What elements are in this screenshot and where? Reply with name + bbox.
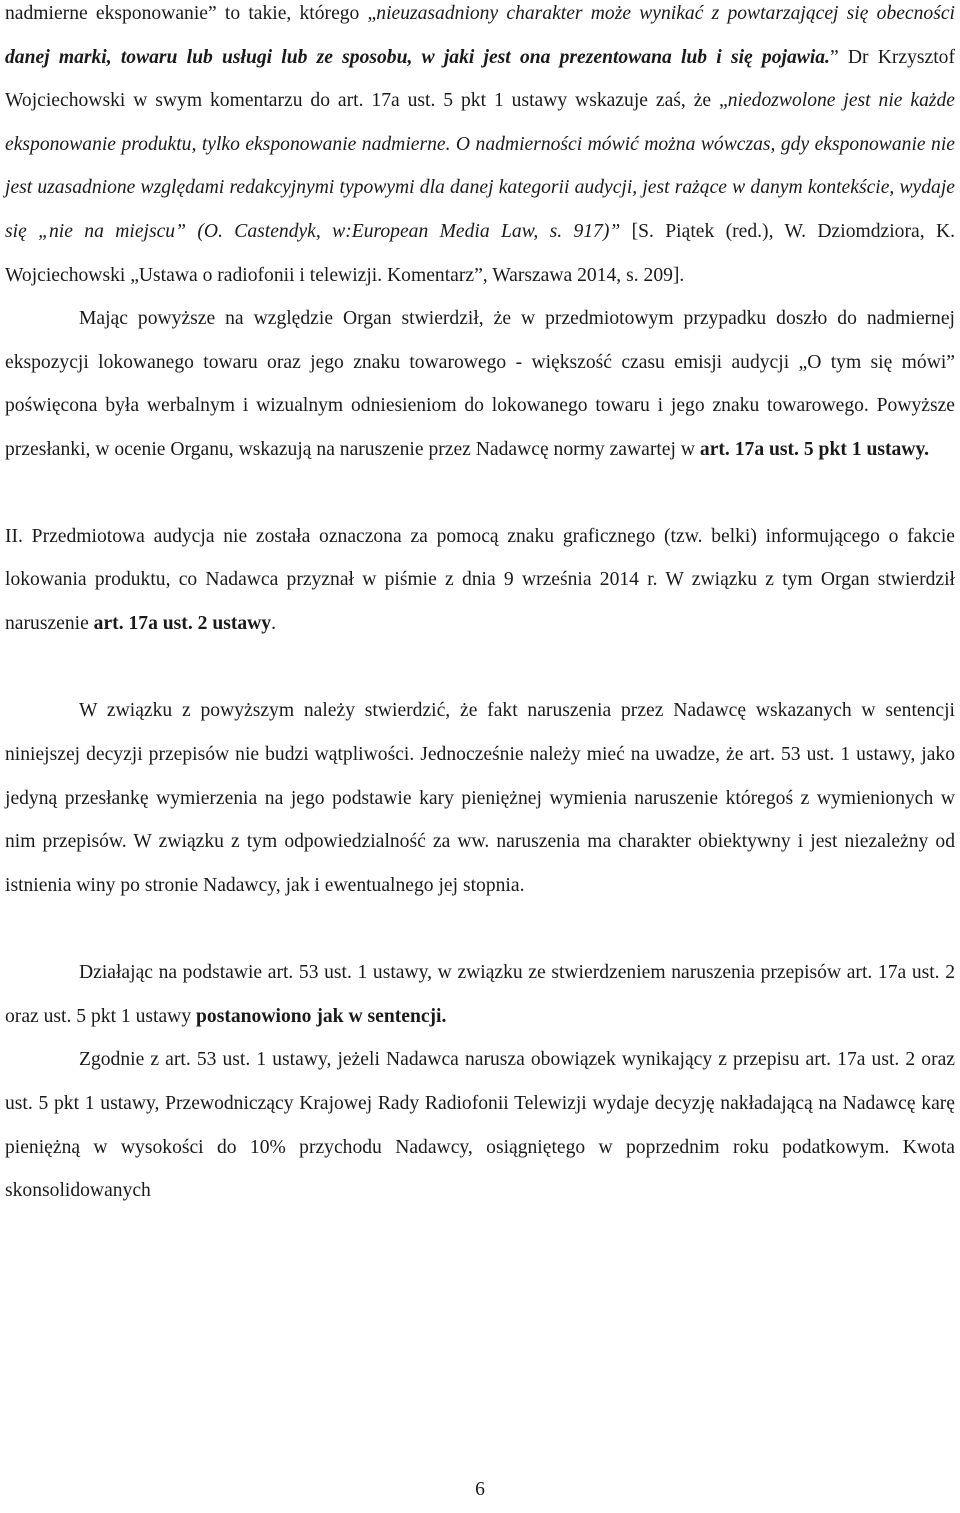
paragraph-section-ii <box>5 515 955 646</box>
text-run: Mając powyższe na względzie Organ stwierdził, że w przedmiotowym przypadku doszło do nadmiernej ekspozycji lokowanego towaru oraz jego znaku towarowego - większość czasu emisji audycji „O tym się mówi” poświęcona była werbalnym i wizualnym odniesieniom do lokowanego towaru i jego znaku towarowego. Powyższe przesłanki, w ocenie Organu, wskazują na naruszenie przez Nadawcę normy zawartej w <box>5 308 955 460</box>
text-run: W związku z powyższym należy stwierdzić, że fakt naruszenia przez Nadawcę wskazanych w sentencji niniejszej decyzji przepisów nie budzi wątpliwości. Jednocześnie należy mieć na uwadze, że art. 53 ust. 1 ustawy, jako jedyną przesłankę wymierzenia na jego podstawie kary pieniężnej wymienia naruszenie któregoś z wymienionych w nim przepisów. W związku z tym odpowiedzialność za ww. naruszenia ma charakter obiektywny i jest niezależny od istnienia winy po stronie Nadawcy, jak i ewentualnego jej stopnia. <box>5 700 955 896</box>
paragraph-decision-basis <box>5 951 955 1038</box>
paragraph-penalty <box>5 1038 955 1212</box>
text-run: . <box>271 612 277 634</box>
citation: [S. Piątek (red.), W. Dziomdziora, K. Wojciechowski „Ustawa o radiofonii i telewizji. Komentarz”, Warszawa 2014, s. 209]. <box>5 220 955 286</box>
paragraph-excessive-exposure-definition <box>5 0 955 297</box>
decision-statement: postanowiono jak w sentencji. <box>196 1005 447 1027</box>
paragraph-liability <box>5 689 955 907</box>
legal-reference: art. 17a ust. 5 pkt 1 ustawy. <box>699 438 930 460</box>
text-run: Działając na podstawie art. 53 ust. 1 ustawy, w związku ze stwierdzeniem naruszenia przepisów art. 17a ust. 2 oraz ust. 5 pkt 1 ustawy <box>5 962 955 1027</box>
page-number: 6 <box>475 1479 485 1500</box>
italic-run: nieuzasadniony charakter może wynikać z powtarzającej się obecności <box>376 3 955 24</box>
text-run: nadmierne eksponowanie” to takie, którego „ <box>5 3 377 24</box>
bold-italic-run: danej marki, towaru lub usługi lub ze sposobu, w jaki jest ona prezentowana lub i się pojawia. <box>5 46 830 68</box>
text-run: II. Przedmiotowa audycja nie została oznaczona za pomocą znaku graficznego (tzw. belki) informującego o fakcie lokowania produktu, co Nadawca przyznał w piśmie z dnia 9 września 2014 r. W związku z tym Organ stwierdził naruszenie <box>5 525 955 634</box>
document-page <box>5 0 955 1213</box>
text-run: Zgodnie z art. 53 ust. 1 ustawy, jeżeli Nadawca narusza obowiązek wynikający z przepisu art. 17a ust. 2 oraz ust. 5 pkt 1 ustawy, Przewodniczący Krajowej Rady Radiofonii Telewizji wydaje decyzję nakładającą na Nadawcę karę pieniężną w wysokości do 10% przychodu Nadawcy, osiągniętego w poprzednim roku podatkowym. Kwota skonsolidowanych <box>5 1049 955 1202</box>
paragraph-organ-finding <box>5 297 955 471</box>
text-run: ” Dr Krzysztof Wojciechowski w swym komentarzu do art. 17a ust. 5 pkt 1 ustawy wskazuje zaś, że „ <box>5 46 955 112</box>
legal-reference: art. 17a ust. 2 ustawy <box>93 612 272 634</box>
italic-quote: niedozwolone jest nie każde eksponowanie produktu, tylko eksponowanie nadmierne. O nadmierności mówić można wówczas, gdy eksponowanie nie jest uzasadnione względami redakcyjnymi typowymi dla danej kategorii audycji, jest rażące w danym kontekście, wydaje się „nie na miejscu” (O. Castendyk, w:European Media Law, s. 917)” <box>5 90 955 242</box>
